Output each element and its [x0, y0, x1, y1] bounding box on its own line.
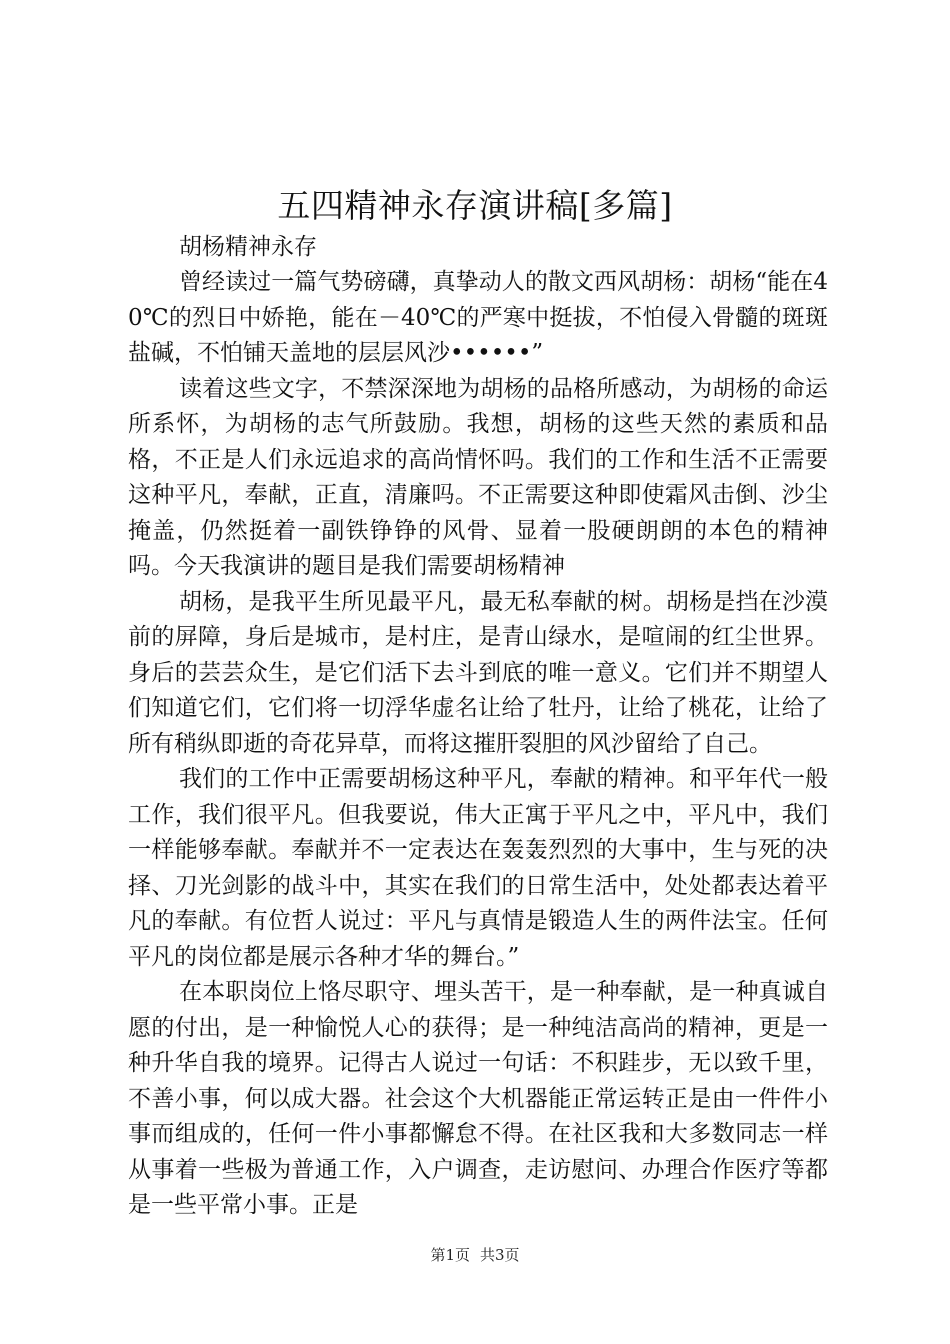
- document-title: 五四精神永存演讲稿[多篇]: [277, 186, 673, 225]
- paragraph-4: 我们的工作中正需要胡杨这种平凡，奉献的精神。和平年代一般工作，我们很平凡。但我要说，伟大正寓于平凡之中，平凡中，我们一样能够奉献。奉献并不一定表达在轰轰烈烈的大事中，生与死的决择、刀光剑影的战斗中，其实在我们的日常生活中，处处都表达着平凡的奉献。有位哲人说过：平凡与真情是锻造人生的两件法宝。任何平凡的岗位都是展示各种才华的舞台。”: [128, 766, 828, 970]
- section-subtitle: 胡杨精神永存: [179, 234, 317, 260]
- page-total: 共3页: [480, 1246, 520, 1264]
- page-footer: [0, 1245, 950, 1265]
- paragraph-3: 胡杨，是我平生所见最平凡，最无私奉献的树。胡杨是挡在沙漠前的屏障，身后是城市，是村庄，是青山绿水，是喧闹的红尘世界。身后的芸芸众生，是它们活下去斗到底的唯一意义。它们并不期望人们知道它们，它们将一切浮华虚名让给了牡丹，让给了桃花，让给了所有稍纵即逝的奇花异草，而将这摧肝裂胆的风沙留给了自己。: [128, 588, 828, 757]
- page-number: 第1页: [430, 1246, 470, 1264]
- document-body: [128, 230, 828, 1224]
- paragraph-1: 曾经读过一篇气势磅礴，真挚动人的散文西风胡杨：胡杨“能在40℃的烈日中娇艳，能在－40℃的严寒中挺拔，不怕侵入骨髓的斑斑盐碱，不怕铺天盖地的层层风沙••••••”: [128, 269, 828, 366]
- paragraph-2: 读着这些文字，不禁深深地为胡杨的品格所感动，为胡杨的命运所系怀，为胡杨的志气所鼓励。我想，胡杨的这些天然的素质和品格，不正是人们永远追求的高尚情怀吗。我们的工作和生活不正需要这种平凡，奉献，正直，清廉吗。不正需要这种即使霜风击倒、沙尘掩盖，仍然挺着一副铁铮铮的风骨、显着一股硬朗朗的本色的精神吗。今天我演讲的题目是我们需要胡杨精神: [128, 375, 828, 579]
- paragraph-5: 在本职岗位上恪尽职守、埋头苦干，是一种奉献，是一种真诚自愿的付出，是一种愉悦人心的获得；是一种纯洁高尚的精神，更是一种升华自我的境界。记得古人说过一句话：不积跬步，无以致千里，不善小事，何以成大器。社会这个大机器能正常运转正是由一件件小事而组成的，任何一件小事都懈怠不得。在社区我和大多数同志一样从事着一些极为普通工作，入户调查，走访慰问、办理合作医疗等都是一些平常小事。正是: [128, 979, 828, 1218]
